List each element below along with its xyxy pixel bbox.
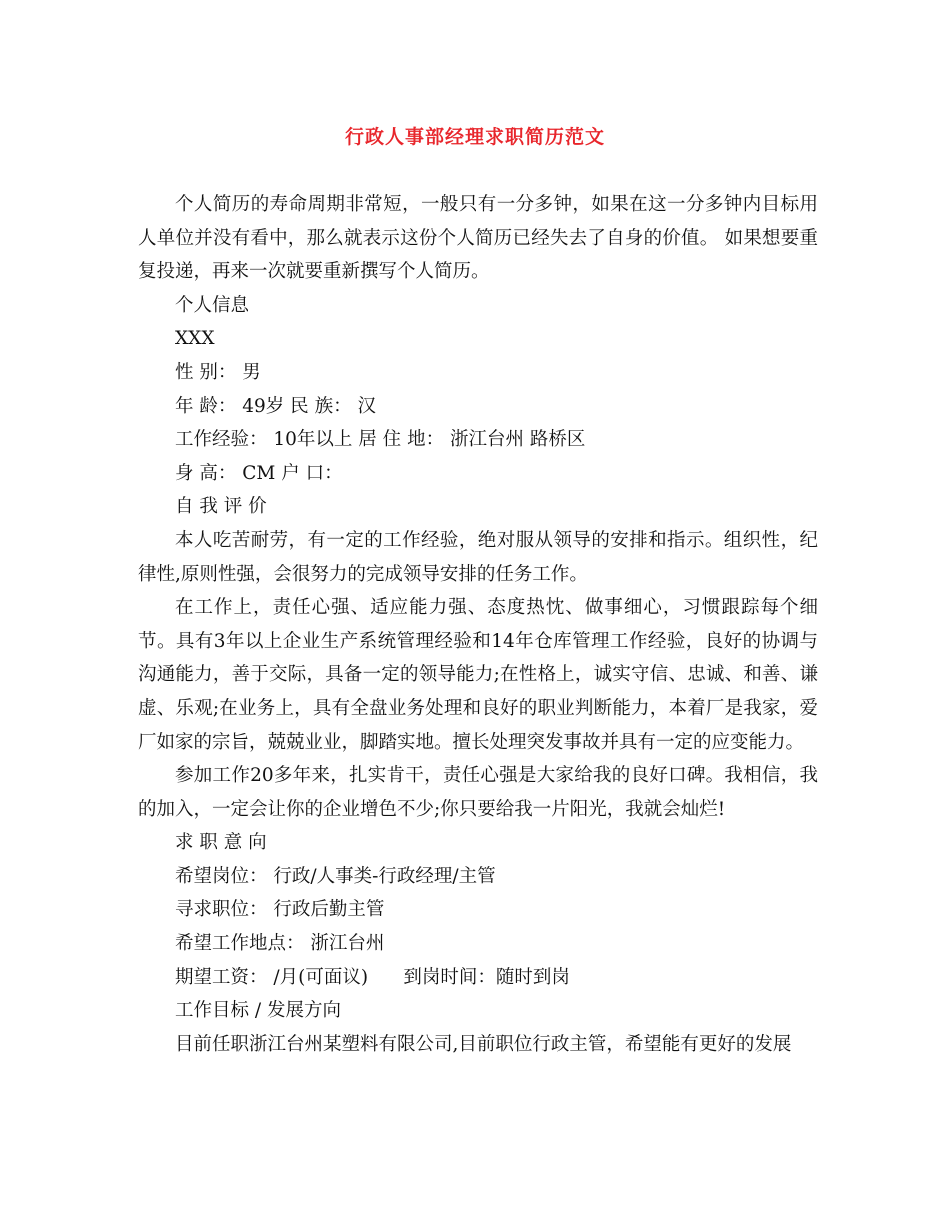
personal-info-heading: 个人信息	[175, 294, 250, 316]
job-intention-heading: 求 职 意 向	[175, 832, 267, 854]
desired-location: 希望工作地点： 浙江台州	[175, 933, 385, 955]
personal-gender: 性 别： 男	[175, 361, 261, 383]
document-body	[138, 188, 818, 1061]
self-evaluation-paragraph: 在工作上，责任心强、适应能力强、态度热忱、做事细心，习惯跟踪每个细节。具有3年以上企业生产系统管理经验和14年仓库管理工作经验，良好的协调与沟通能力，善于交际，具备一定的领导能力;在性格上，诚实守信、忠诚、和善、谦虚、乐观;在业务上，具有全盘业务处理和良好的职业判断能力，本着厂是我家，爱厂如家的宗旨，兢兢业业，脚踏实地。擅长处理突发事故并具有一定的应变能力。	[138, 597, 818, 753]
self-evaluation-paragraph: 参加工作20多年来，扎实肯干，责任心强是大家给我的良好口碑。我相信，我的加入，一定会让你的企业增色不少;你只要给我一片阳光，我就会灿烂!	[138, 765, 818, 820]
self-evaluation-heading: 自 我 评 价	[175, 496, 267, 518]
personal-age-ethnicity: 年 龄： 49岁 民 族： 汉	[175, 395, 376, 417]
goals-heading: 工作目标 / 发展方向	[175, 1000, 341, 1022]
seeking-position: 寻求职位： 行政后勤主管	[175, 899, 385, 921]
personal-name: XXX	[175, 328, 215, 350]
salary-start-date: 期望工资： /月(可面议) 到岗时间：随时到岗	[175, 966, 570, 988]
self-evaluation-paragraph: 本人吃苦耐劳，有一定的工作经验，绝对服从领导的安排和指示。组织性，纪律性,原则性强，会很努力的完成领导安排的任务工作。	[138, 529, 818, 585]
goals-text: 目前任职浙江台州某塑料有限公司,目前职位行政主管，希望能有更好的发展	[175, 1033, 792, 1055]
personal-experience-residence: 工作经验： 10年以上 居 住 地： 浙江台州 路桥区	[175, 429, 586, 451]
personal-height-hukou: 身 高： CM 户 口：	[175, 462, 343, 484]
intro-paragraph: 个人简历的寿命周期非常短，一般只有一分多钟，如果在这一分多钟内目标用人单位并没有看中，那么就表示这份个人简历已经失去了自身的价值。 如果想要重复投递，再来一次就要重新撰写个人简历。	[138, 194, 818, 283]
document-title: 行政人事部经理求职简历范文	[344, 126, 605, 148]
desired-position: 希望岗位： 行政/人事类-行政经理/主管	[175, 865, 496, 887]
